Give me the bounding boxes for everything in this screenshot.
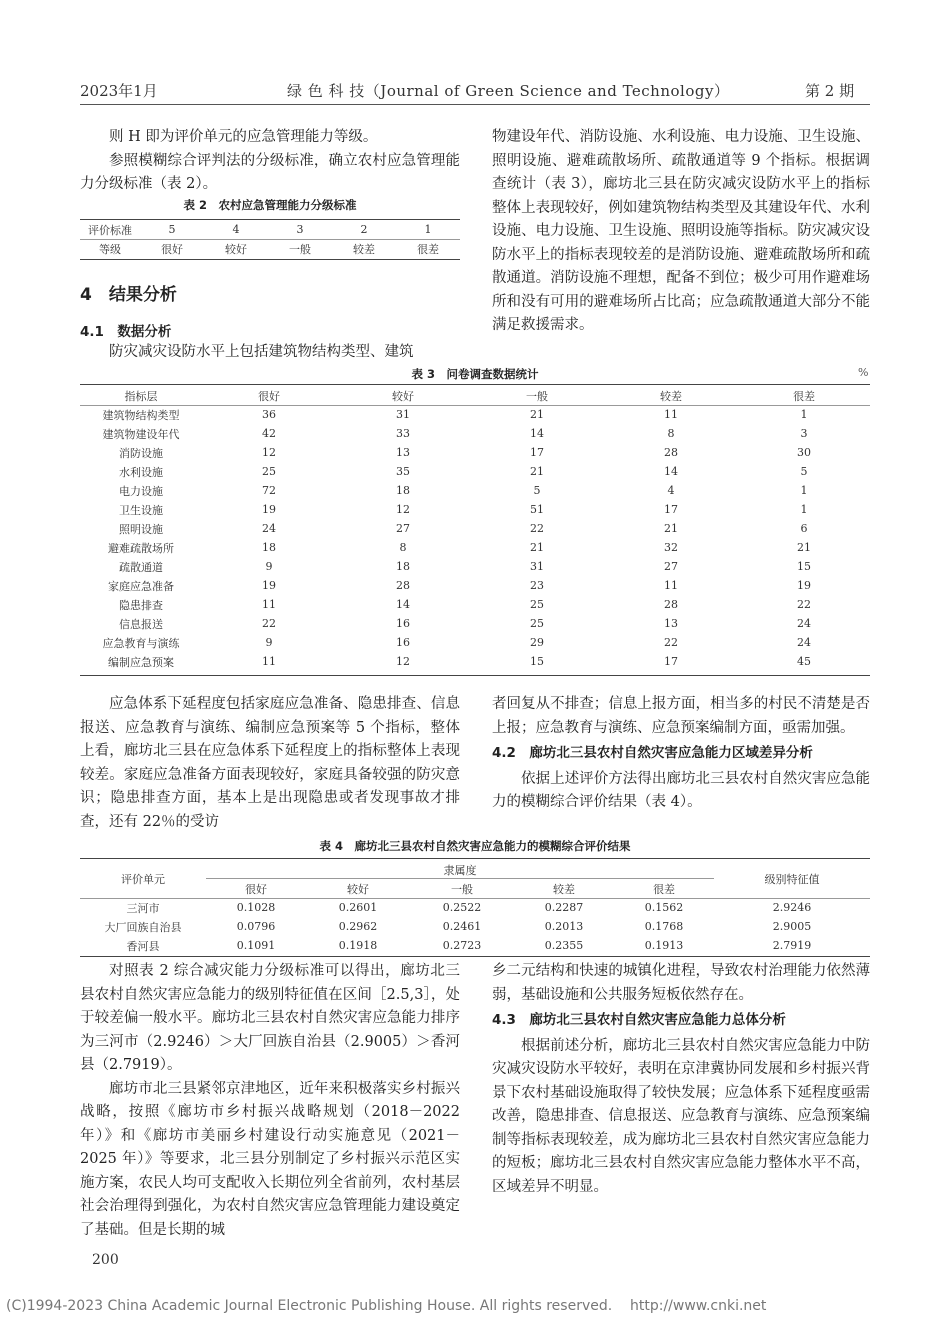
table3-cell: 3 xyxy=(800,427,808,440)
table4-caption: 表 4 廊坊北三县农村自然灾害应急能力的模糊综合评价结果 xyxy=(319,839,631,853)
table2-cell: 较好 xyxy=(225,242,247,256)
table3-cell: 12 xyxy=(396,655,410,668)
table4 xyxy=(80,860,870,955)
table3-cell: 21 xyxy=(530,541,544,554)
table3-cell: 8 xyxy=(667,427,675,440)
table4-unit: 香河县 xyxy=(126,939,160,953)
table3-header: 指标层 xyxy=(124,389,158,403)
table3-cell: 21 xyxy=(797,541,811,554)
table3-indicator: 应急教育与演练 xyxy=(102,636,180,650)
table-row xyxy=(80,519,870,538)
table3-cell: 19 xyxy=(262,579,276,592)
table4-cell: 0.2601 xyxy=(338,901,378,914)
table3-bottom-rule xyxy=(80,675,870,676)
table4-cell: 0.2962 xyxy=(338,920,378,933)
table4-cell: 0.1768 xyxy=(644,920,684,933)
table3-cell: 35 xyxy=(396,465,410,478)
table4-grade: 较差 xyxy=(553,882,575,896)
paragraph: 防灾减灾设防水平上包括建筑物结构类型、建筑 xyxy=(109,344,414,360)
table3-cell: 72 xyxy=(262,484,276,497)
table3-cell: 4 xyxy=(667,484,675,497)
table-row xyxy=(80,576,870,595)
table4-cell: 0.1562 xyxy=(644,901,684,914)
table3-cell: 25 xyxy=(530,617,544,630)
copyright-footer: (C)1994-2023 China Academic Journal Electronic Publishing House. All rights reserved. http://www.cnki.net xyxy=(6,1298,767,1314)
paragraph: 根据前述分析，廊坊北三县农村自然灾害应急能力中防灾减灾设防水平较好，表明在京津冀协同发展和乡村振兴背景下农村基础设施取得了较快发展；应急体系下延程度亟需改善，隐患排查、信息报送、应急教育与演练、应急预案编制等指标表现较差，成为廊坊北三县农村自然灾害应急能力的短板；廊坊北三县农村自然灾害应急能力整体水平不高，区域差异不明显。 xyxy=(492,1037,870,1195)
table-row xyxy=(80,633,870,652)
table4-cell: 0.0796 xyxy=(236,920,276,933)
table3-cell: 29 xyxy=(530,636,544,649)
table3-indicator: 信息报送 xyxy=(119,617,163,631)
table3-cell: 23 xyxy=(530,579,544,592)
table2-cell: 很差 xyxy=(417,242,439,256)
paragraph: 物建设年代、消防设施、水利设施、电力设施、卫生设施、照明设施、避难疏散场所、疏散通道等 9 个指标。根据调查统计（表 3），廊坊北三县在防灾减灾设防水平上的指标整体上表现较好，例如建筑物结构类型及其建设年代、水利设施、电力设施、卫生设施、照明设施等指标。防灾减灾设防水平上的指标表现较差的是消防设施、避难疏散场所和疏散通道。消防设施不理想，配备不到位；极少可用作避难场所和没有可用的避难场所占比高；应急疏散通道大部分不能满足救援需求。 xyxy=(492,129,870,333)
table3-cell: 15 xyxy=(797,560,811,573)
header-issue: 第 2 期 xyxy=(805,82,855,100)
left-section41-text xyxy=(80,341,460,365)
bottom-left-text xyxy=(80,960,460,1242)
table4-cell: 0.1913 xyxy=(644,939,684,952)
table2-cell: 一般 xyxy=(289,242,311,256)
table2-cell: 1 xyxy=(424,223,432,236)
table-row xyxy=(80,898,870,917)
paragraph: 者回复从不排查；信息上报方面，相当多的村民不清楚是否上报；应急教育与演练、应急预案编制方面，亟需加强。 xyxy=(492,696,870,736)
table-row xyxy=(80,405,870,424)
table2-cell: 很好 xyxy=(161,242,183,256)
table3-cell: 14 xyxy=(664,465,678,478)
table3-mid-rule xyxy=(80,405,870,406)
table3-header: 很差 xyxy=(793,389,815,403)
table-row xyxy=(80,652,870,671)
paragraph: 则 H 即为评价单元的应急管理能力等级。 xyxy=(109,129,378,145)
table-row xyxy=(80,462,870,481)
paragraph: 廊坊市北三县紧邻京津地区，近年来积极落实乡村振兴战略，按照《廊坊市乡村振兴战略规划（2018－2022 年）》和《廊坊市美丽乡村建设行动实施意见（2021－2025 年）》等要求，北三县分别制定了乡村振兴示范区实施方案，农民人均可支配收入长期位列全省前列，农村基层社会治理得到强化，为农村自然灾害应急管理能力建设奠定了基础。但是长期的城 xyxy=(80,1080,460,1238)
table3-cell: 17 xyxy=(530,446,544,459)
table3-cell: 19 xyxy=(262,503,276,516)
paragraph: 乡二元结构和快速的城镇化进程，导致农村治理能力依然薄弱，基础设施和公共服务短板依然存在。 xyxy=(492,963,870,1003)
table3-caption: 表 3 问卷调查数据统计 xyxy=(411,367,539,381)
table3-cell: 12 xyxy=(396,503,410,516)
table3-header: 较好 xyxy=(392,389,414,403)
table3-unit: % xyxy=(858,366,869,379)
table3-cell: 24 xyxy=(262,522,276,535)
table-row xyxy=(80,936,870,955)
table2-bottom-rule xyxy=(80,259,460,260)
table4-grade: 较好 xyxy=(347,882,369,896)
table3-cell: 21 xyxy=(664,522,678,535)
table4-header-unit: 评价单元 xyxy=(121,873,165,886)
table-row xyxy=(80,424,870,443)
table3-cell: 22 xyxy=(797,598,811,611)
table4-cell: 2.9246 xyxy=(772,901,812,914)
table3-cell: 14 xyxy=(396,598,410,611)
table3-cell: 27 xyxy=(664,560,678,573)
table4-cell: 0.2287 xyxy=(544,901,584,914)
table3-cell: 12 xyxy=(262,446,276,459)
table3-cell: 21 xyxy=(530,408,544,421)
table3-cell: 31 xyxy=(530,560,544,573)
table4-cell: 0.2723 xyxy=(442,939,482,952)
table3-cell: 18 xyxy=(396,560,410,573)
table3-cell: 19 xyxy=(797,579,811,592)
table4-cell: 0.1918 xyxy=(338,939,378,952)
table3-cell: 17 xyxy=(664,503,678,516)
table3-indicator: 避难疏散场所 xyxy=(108,541,174,555)
table3-indicator: 消防设施 xyxy=(119,446,163,460)
table3-cell: 42 xyxy=(262,427,276,440)
table3-cell: 13 xyxy=(664,617,678,630)
table4-grade: 很差 xyxy=(653,882,675,896)
table4-cell: 0.1091 xyxy=(236,939,276,952)
table3-header: 较差 xyxy=(660,389,682,403)
section-title: 4 结果分析 xyxy=(80,285,177,305)
table2-label: 等级 xyxy=(99,242,121,256)
table3-indicator: 照明设施 xyxy=(119,522,163,536)
table3-cell: 24 xyxy=(797,617,811,630)
table2-cell: 较差 xyxy=(353,242,375,256)
table3-cell: 27 xyxy=(396,522,410,535)
paragraph: 参照模糊综合评判法的分级标准，确立农村应急管理能力分级标准（表 2）。 xyxy=(80,152,460,192)
header-date: 2023年1月 xyxy=(80,82,158,100)
table-row xyxy=(80,557,870,576)
mid-right-text xyxy=(492,693,870,815)
table3-indicator: 建筑物建设年代 xyxy=(102,427,180,441)
table3-cell: 11 xyxy=(664,408,678,421)
table3-cell: 11 xyxy=(262,598,276,611)
paragraph: 对照表 2 综合减灾能力分级标准可以得出，廊坊北三县农村自然灾害应急能力的级别特征值在区间［2.5,3］，处于较差偏一般水平。廊坊北三县农村自然灾害应急能力排序为三河市（2.9246）＞大厂回族自治县（2.9005）＞香河县（2.7919）。 xyxy=(80,963,460,1073)
table3-cell: 5 xyxy=(800,465,808,478)
table-row xyxy=(80,538,870,557)
paragraph: 依据上述评价方法得出廊坊北三县农村自然灾害应急能力的模糊综合评价结果（表 4）。 xyxy=(492,770,870,810)
table3 xyxy=(80,386,870,671)
table3-cell: 13 xyxy=(396,446,410,459)
table4-header-membership: 隶属度 xyxy=(443,863,477,877)
table-row xyxy=(80,500,870,519)
table2-cell: 5 xyxy=(168,223,176,236)
table3-indicator: 隐患排查 xyxy=(119,598,163,612)
table3-cell: 25 xyxy=(262,465,276,478)
table-row xyxy=(80,481,870,500)
table2-cell: 2 xyxy=(360,223,368,236)
header-rule xyxy=(80,104,870,105)
table3-cell: 30 xyxy=(797,446,811,459)
table4-grade: 一般 xyxy=(451,882,473,896)
table3-top-rule xyxy=(80,384,870,385)
table3-cell: 8 xyxy=(399,541,407,554)
mid-left-text xyxy=(80,693,460,834)
table3-cell: 51 xyxy=(530,503,544,516)
table3-cell: 18 xyxy=(262,541,276,554)
table4-bottom-rule xyxy=(80,956,870,957)
table3-cell: 16 xyxy=(396,617,410,630)
subsection-title: 4.2 廊坊北三县农村自然灾害应急能力区域差异分析 xyxy=(492,745,813,761)
table3-cell: 1 xyxy=(800,408,808,421)
table3-cell: 28 xyxy=(664,446,678,459)
table3-cell: 15 xyxy=(530,655,544,668)
table3-cell: 24 xyxy=(797,636,811,649)
table4-top-rule xyxy=(80,858,870,859)
table3-indicator: 编制应急预案 xyxy=(108,655,174,669)
table3-cell: 1 xyxy=(800,503,808,516)
table4-cell: 2.9005 xyxy=(772,920,812,933)
bottom-right-text xyxy=(492,960,870,1199)
table2-mid-rule xyxy=(80,239,460,240)
table4-grade: 很好 xyxy=(245,882,267,896)
table2-cell: 4 xyxy=(232,223,240,236)
table3-cell: 31 xyxy=(396,408,410,421)
table3-cell: 25 xyxy=(530,598,544,611)
table3-cell: 28 xyxy=(664,598,678,611)
table4-cell: 2.7919 xyxy=(772,939,812,952)
table3-cell: 11 xyxy=(262,655,276,668)
table4-mid-rule xyxy=(80,898,870,899)
table3-indicator: 电力设施 xyxy=(119,484,163,498)
left-top-text xyxy=(80,126,460,197)
table3-indicator: 水利设施 xyxy=(119,465,163,479)
table3-cell: 32 xyxy=(664,541,678,554)
table3-cell: 5 xyxy=(533,484,541,497)
table3-cell: 21 xyxy=(530,465,544,478)
table4-cell: 0.2013 xyxy=(544,920,584,933)
table-row xyxy=(80,917,870,936)
table2-cell: 3 xyxy=(296,223,304,236)
header-journal: 绿 色 科 技（Journal of Green Science and Technology） xyxy=(287,82,730,100)
table3-cell: 17 xyxy=(664,655,678,668)
table4-membership-rule xyxy=(206,878,714,879)
table3-cell: 18 xyxy=(396,484,410,497)
table3-cell: 22 xyxy=(262,617,276,630)
table3-cell: 9 xyxy=(265,560,273,573)
table4-header-level: 级别特征值 xyxy=(764,873,820,886)
table-row xyxy=(80,595,870,614)
table3-cell: 9 xyxy=(265,636,273,649)
table3-cell: 1 xyxy=(800,484,808,497)
paragraph: 应急体系下延程度包括家庭应急准备、隐患排查、信息报送、应急教育与演练、编制应急预案等 5 个指标，整体上看，廊坊北三县在应急体系下延程度上的指标整体上表现较差。家庭应急准备方面表现较好，家庭具备较强的防灾意识；隐患排查方面，基本上是出现隐患或者发现事故才排查，还有 22％的受访 xyxy=(80,696,460,830)
table3-indicator: 建筑物结构类型 xyxy=(102,408,180,422)
table3-cell: 22 xyxy=(664,636,678,649)
table3-header: 很好 xyxy=(258,389,280,403)
table2-label: 评价标准 xyxy=(88,223,132,237)
table3-cell: 45 xyxy=(797,655,811,668)
table4-cell: 0.2461 xyxy=(442,920,482,933)
right-top-text xyxy=(492,126,870,338)
subsection-title: 4.3 廊坊北三县农村自然灾害应急能力总体分析 xyxy=(492,1012,786,1028)
table3-indicator: 卫生设施 xyxy=(119,503,163,517)
page-number: 200 xyxy=(92,1252,119,1268)
table3-indicator: 家庭应急准备 xyxy=(108,579,174,593)
table3-cell: 16 xyxy=(396,636,410,649)
table-row xyxy=(80,443,870,462)
table4-unit: 三河市 xyxy=(126,901,160,915)
table4-cell: 0.2522 xyxy=(442,901,482,914)
table3-indicator: 疏散通道 xyxy=(119,560,163,574)
table3-cell: 6 xyxy=(800,522,808,535)
table3-cell: 22 xyxy=(530,522,544,535)
table3-cell: 36 xyxy=(262,408,276,421)
table3-cell: 11 xyxy=(664,579,678,592)
table4-unit: 大厂回族自治县 xyxy=(104,920,182,934)
subsection-title: 4.1 数据分析 xyxy=(80,324,172,340)
table3-cell: 28 xyxy=(396,579,410,592)
table-row xyxy=(80,614,870,633)
table3-header: 一般 xyxy=(526,389,548,403)
table2-caption: 表 2 农村应急管理能力分级标准 xyxy=(183,198,357,212)
table4-cell: 0.2355 xyxy=(544,939,584,952)
table4-cell: 0.1028 xyxy=(236,901,276,914)
table3-cell: 14 xyxy=(530,427,544,440)
table3-cell: 33 xyxy=(396,427,410,440)
